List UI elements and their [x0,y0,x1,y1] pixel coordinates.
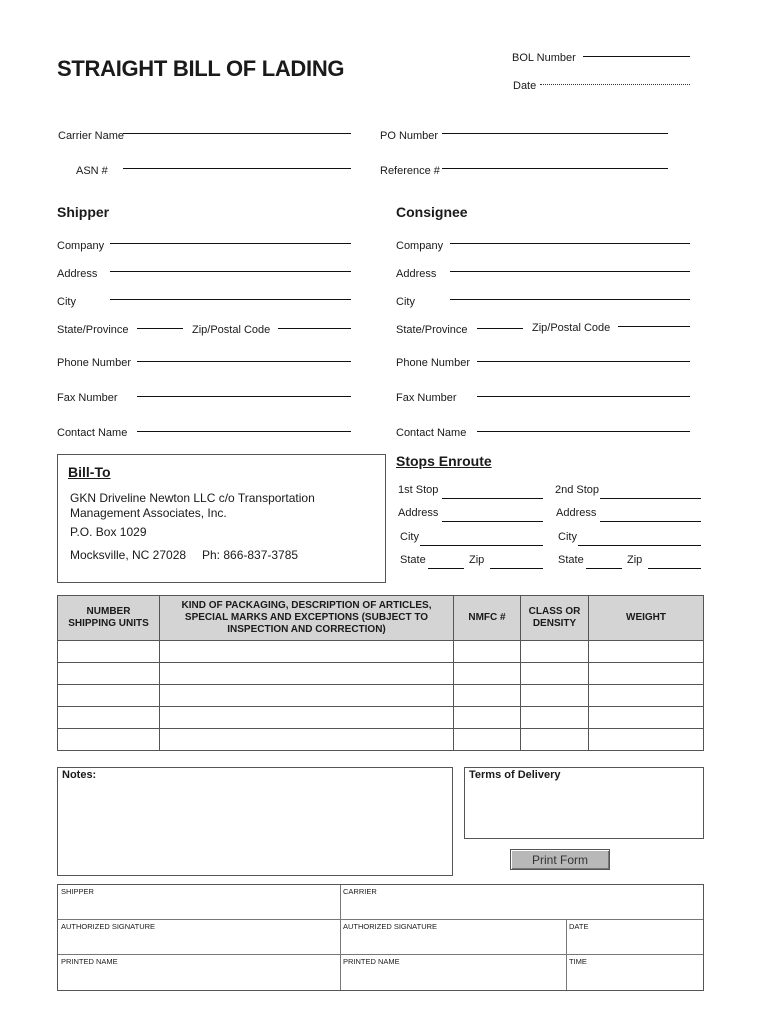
class-cell[interactable] [521,729,589,751]
shipper-printed-name-label: PRINTED NAME [61,957,118,966]
units-cell[interactable] [58,729,160,751]
table-row [58,641,704,663]
stops-enroute-heading: Stops Enroute [396,453,492,469]
stop2-zip-field[interactable] [648,568,701,569]
bill-to-line1: GKN Driveline Newton LLC c/o Transportation [70,491,315,505]
consignee-heading: Consignee [396,204,468,220]
notes-box[interactable] [57,767,453,876]
units-cell[interactable] [58,707,160,729]
shipper-contact-label: Contact Name [57,427,128,439]
carrier-name-label: Carrier Name [58,130,125,142]
weight-cell[interactable] [589,729,704,751]
stop1-state-field[interactable] [428,568,464,569]
carrier-authorized-signature-label: AUTHORIZED SIGNATURE [343,922,438,931]
stop2-state-field[interactable] [586,568,622,569]
shipper-company-label: Company [57,240,105,252]
stop1-zip-label: Zip [469,554,485,566]
shipper-state-field[interactable] [137,328,183,329]
terms-of-delivery-box[interactable] [464,767,704,839]
consignee-company-field[interactable] [450,243,690,244]
po-number-field[interactable] [442,133,668,134]
shipper-fax-label: Fax Number [57,392,118,404]
shipper-contact-field[interactable] [137,431,351,432]
bill-to-box [57,454,386,583]
consignee-company-label: Company [396,240,444,252]
units-cell[interactable] [58,641,160,663]
stop1-field[interactable] [442,498,543,499]
carrier-name-field[interactable] [123,133,351,134]
consignee-state-field[interactable] [477,328,523,329]
print-form-button[interactable]: Print Form [510,849,610,870]
header-shipping-units: NUMBER SHIPPING UNITS [58,596,160,641]
shipper-city-label: City [57,296,76,308]
page-title: STRAIGHT BILL OF LADING [57,56,345,81]
shipper-company-field[interactable] [110,243,351,244]
consignee-city-label: City [396,296,415,308]
shipper-zip-field[interactable] [278,328,351,329]
signature-block [57,884,704,991]
stop2-address-label: Address [556,507,597,519]
stop1-state-label: State [400,554,426,566]
description-cell[interactable] [160,641,454,663]
shipper-state-label: State/Province [57,324,129,336]
table-row [58,707,704,729]
shipper-city-field[interactable] [110,299,351,300]
stop1-city-field[interactable] [420,545,543,546]
table-row [58,663,704,685]
nmfc-cell[interactable] [454,685,521,707]
header-weight: WEIGHT [589,596,704,641]
consignee-zip-field[interactable] [618,326,690,327]
units-cell[interactable] [58,685,160,707]
consignee-fax-label: Fax Number [396,392,457,404]
stop2-city-field[interactable] [578,545,701,546]
bill-to-city-line: Mocksville, NC 27028 [70,548,187,562]
asn-field[interactable] [123,168,351,169]
date-field[interactable] [540,84,690,85]
stop2-city-label: City [558,531,577,543]
nmfc-cell[interactable] [454,663,521,685]
consignee-phone-label: Phone Number [396,357,470,369]
header-description: KIND OF PACKAGING, DESCRIPTION OF ARTICLES, SPECIAL MARKS AND EXCEPTIONS (SUBJECT TO INSPECTION AND CORRECTION) [160,596,454,641]
consignee-fax-field[interactable] [477,396,690,397]
shipper-authorized-signature-label: AUTHORIZED SIGNATURE [61,922,156,931]
terms-of-delivery-label: Terms of Delivery [469,769,561,781]
stop1-label: 1st Stop [398,484,439,496]
table-header-row [58,596,704,641]
consignee-contact-label: Contact Name [396,427,467,439]
description-cell[interactable] [160,685,454,707]
carrier-sig-label: CARRIER [343,887,377,896]
bill-to-line2: Management Associates, Inc. [70,506,227,520]
bill-to-phone: Ph: 866-837-3785 [202,548,299,562]
date-label: Date [513,80,537,92]
stop2-state-label: State [558,554,584,566]
class-cell[interactable] [521,707,589,729]
weight-cell[interactable] [589,707,704,729]
weight-cell[interactable] [589,663,704,685]
description-cell[interactable] [160,663,454,685]
consignee-contact-field[interactable] [477,431,690,432]
shipper-heading: Shipper [57,204,110,220]
units-cell[interactable] [58,663,160,685]
consignee-state-label: State/Province [396,324,468,336]
bill-to-heading: Bill-To [68,464,111,480]
bill-to-line3: P.O. Box 1029 [70,525,147,539]
weight-cell[interactable] [589,685,704,707]
consignee-zip-label: Zip/Postal Code [532,322,611,334]
bol-number-field[interactable] [583,56,690,57]
header-nmfc: NMFC # [454,596,521,641]
cargo-table [57,595,704,751]
nmfc-cell[interactable] [454,641,521,663]
consignee-phone-field[interactable] [477,361,690,362]
stop1-address-field[interactable] [442,521,543,522]
consignee-city-field[interactable] [450,299,690,300]
stop1-zip-field[interactable] [490,568,543,569]
stop2-address-field[interactable] [600,521,701,522]
header-class-density: CLASS OR DENSITY [521,596,589,641]
description-cell[interactable] [160,729,454,751]
class-cell[interactable] [521,685,589,707]
notes-label: Notes: [62,769,97,781]
stop2-zip-label: Zip [627,554,643,566]
table-row [58,729,704,751]
table-row [58,685,704,707]
reference-label: Reference # [380,165,440,177]
shipper-phone-label: Phone Number [57,357,131,369]
stop1-address-label: Address [398,507,439,519]
stop1-city-label: City [400,531,419,543]
shipper-sig-label: SHIPPER [61,887,94,896]
po-number-label: PO Number [380,130,439,142]
nmfc-cell[interactable] [454,707,521,729]
stop2-field[interactable] [600,498,701,499]
stop2-label: 2nd Stop [555,484,600,496]
bol-number-label: BOL Number [512,52,576,64]
time-sig-label: TIME [569,957,587,966]
description-cell[interactable] [160,707,454,729]
reference-field[interactable] [442,168,668,169]
class-cell[interactable] [521,663,589,685]
consignee-address-label: Address [396,268,437,280]
shipper-zip-label: Zip/Postal Code [192,324,271,336]
shipper-address-label: Address [57,268,98,280]
carrier-printed-name-label: PRINTED NAME [343,957,400,966]
asn-label: ASN # [76,165,108,177]
class-cell[interactable] [521,641,589,663]
shipper-fax-field[interactable] [137,396,351,397]
consignee-address-field[interactable] [450,271,690,272]
date-sig-label: DATE [569,922,589,931]
shipper-address-field[interactable] [110,271,351,272]
nmfc-cell[interactable] [454,729,521,751]
shipper-phone-field[interactable] [137,361,351,362]
weight-cell[interactable] [589,641,704,663]
